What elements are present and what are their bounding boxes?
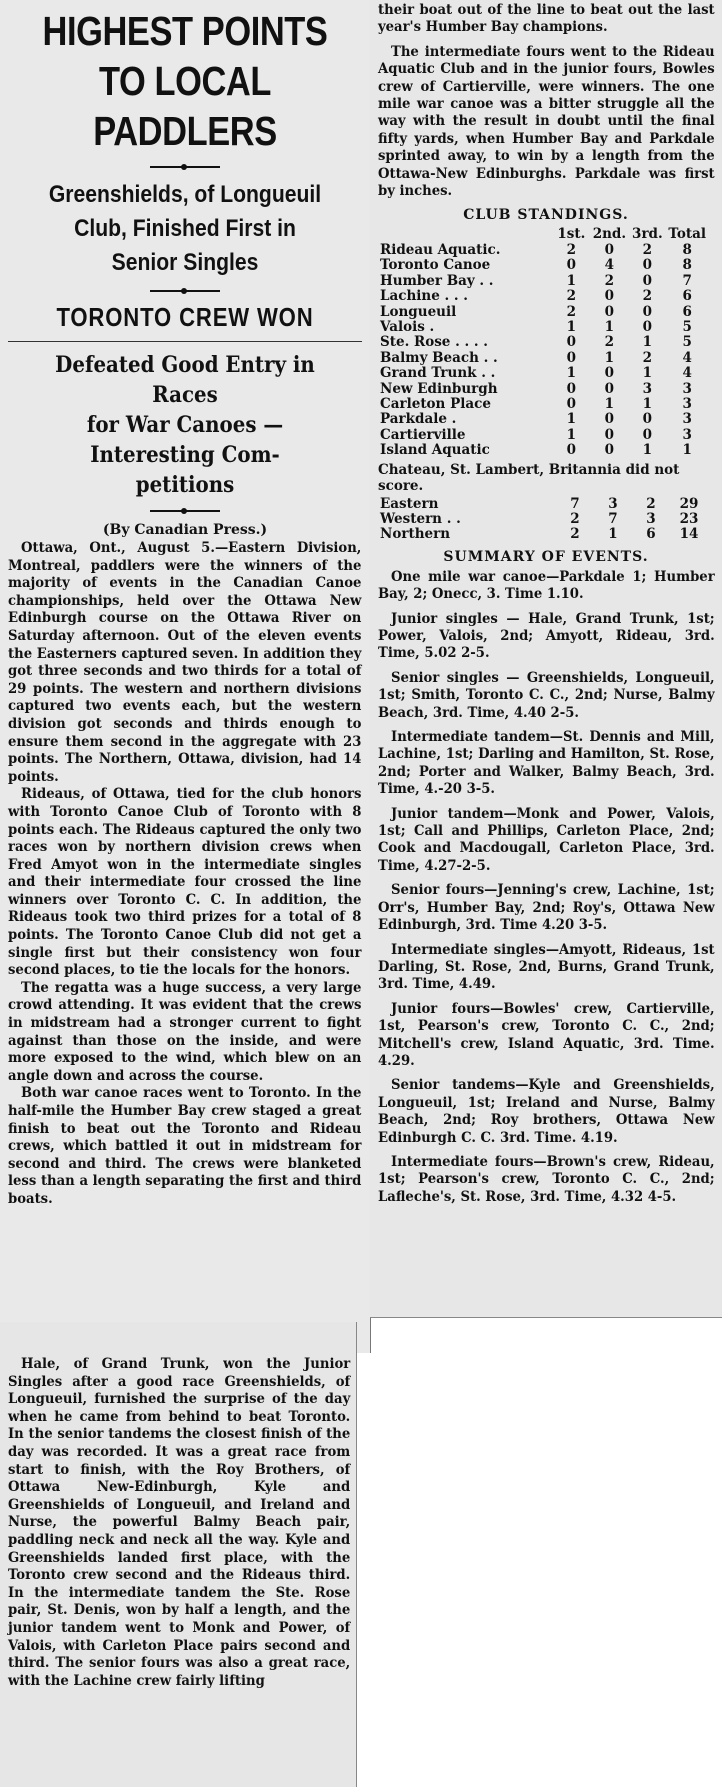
score-cell: 1 [682, 442, 692, 459]
summary-item: Senior tandems—Kyle and Greenshields, Longueuil, 1st; Ireland and Nurse, Balmy Beach, 2nd; Roy brothers, Ottawa New Edinburgh C. C. 3rd. Time. 4.19. [378, 1077, 715, 1146]
score-cell: 1 [566, 411, 577, 428]
right-intro [378, 2, 715, 200]
table-row [378, 443, 708, 458]
club-name: Island Aquatic [380, 442, 490, 459]
deck2-line-1: Defeated Good Entry in Races [55, 352, 315, 408]
score-cell: 3 [608, 495, 618, 512]
right-column [370, 0, 722, 1318]
deck-line-3: Senior Singles [111, 249, 259, 276]
score-cell: 6 [646, 526, 656, 543]
table-row [378, 274, 708, 289]
deck2-line-3: Interesting Com- [90, 442, 280, 468]
table-row [378, 258, 708, 273]
score-cell: 3 [646, 510, 656, 527]
club-name: Grand Trunk . . [380, 365, 496, 382]
score-cell: 7 [570, 495, 580, 512]
score-cell: 0 [642, 318, 653, 335]
score-cell: 1 [604, 318, 615, 335]
deck2-line-4: petitions [135, 472, 235, 498]
paragraph: Ottawa, Ont., August 5.—Eastern Division, Montreal, paddlers were the winners of the majority of events in the Canadian Canoe championships, held over the Ottawa New Edinburgh course on the Ottawa River on Saturday afternoon. Out of the eleven events the Easterners captured seven. In addition they got three seconds and two thirds for a total of 29 points. The western and northern divisions captured two events each, but the western division got seconds and thirds enough to ensure them second in the aggregate with 23 points. The Northern, Ottawa, division, had 14 points. [8, 540, 362, 785]
paragraph: Both war canoe races went to Toronto. In the half-mile the Humber Bay crew staged a great finish to beat out the Toronto and Rideau crews, which battled it out in midstream for second and third. The crews were blanketed less than a length separating the first and third boats. [8, 1085, 362, 1207]
paragraph: Rideaus, of Ottawa, tied for the club honors with Toronto Canoe Club of Toronto with 8 points each. The Rideaus captured the only two races won by northern division crews when Fred Amyot won in the intermediate singles and their intermediate four crossed the line winners over Toronto C. C. In addition, the Rideaus took two third prizes for a total of 8 points. The Toronto Canoe Club did not get a single first but their consistency won four second places, to tie the locals for the honors. [8, 786, 362, 979]
score-cell: 4 [604, 257, 615, 274]
table-row [378, 412, 708, 427]
score-cell: 0 [642, 303, 653, 320]
score-cell: 0 [604, 365, 615, 382]
score-cell: 1 [604, 349, 615, 366]
score-cell: 1 [566, 318, 577, 335]
table-row [378, 289, 708, 304]
table-row [378, 512, 708, 527]
paragraph: their boat out of the line to beat out the last year's Humber Bay champions. [378, 2, 715, 36]
score-cell: 0 [566, 380, 577, 397]
score-cell: 1 [566, 365, 577, 382]
score-cell: 0 [604, 288, 615, 305]
score-cell: 8 [682, 241, 692, 258]
score-cell: 3 [682, 411, 692, 428]
score-cell: 3 [682, 395, 692, 412]
club-name: Lachine . . . [380, 288, 469, 305]
paragraph: The intermediate fours went to the Rideau Aquatic Club and in the junior fours, Bowles crew of Cartierville, were winners. The one mile war canoe was a bitter struggle all the way with the result in doubt until the final fifty yards, when Humber Bay and Parkdale sprinted away, to win by a length from the Ottawa-New Edinburghs. Parkdale was first by inches. [378, 43, 715, 200]
standings-note: Chateau, St. Lambert, Britannia did not score. [378, 461, 680, 494]
summary-item: One mile war canoe—Parkdale 1; Humber Bay, 2; Onecc, 3. Time 1.10. [378, 568, 715, 603]
left-column [0, 0, 371, 1353]
score-cell: 29 [679, 495, 699, 512]
deck-line-2: Club, Finished First in [74, 215, 296, 242]
club-name: Rideau Aquatic. [380, 241, 501, 258]
score-cell: 3 [682, 380, 692, 397]
summary-title: SUMMARY OF EVENTS. [443, 548, 649, 565]
table-row [378, 397, 708, 412]
score-cell: 0 [566, 395, 577, 412]
club-name: Balmy Beach . . [380, 349, 498, 366]
ornament-rule [150, 510, 220, 512]
header-cell: 2nd. [592, 226, 627, 243]
score-cell: 1 [608, 526, 618, 543]
score-cell: 0 [604, 442, 615, 459]
score-cell: 0 [604, 303, 615, 320]
score-cell: 1 [642, 334, 653, 351]
club-name: Toronto Canoe [380, 257, 491, 274]
article-body-continued [8, 1356, 350, 1690]
table-row [378, 320, 708, 335]
division-name: Northern [380, 526, 451, 543]
score-cell: 14 [679, 526, 699, 543]
score-cell: 4 [682, 365, 692, 382]
score-cell: 0 [604, 241, 615, 258]
header-cell: Total [668, 226, 706, 243]
table-row [378, 305, 708, 320]
table-row [378, 428, 708, 443]
score-cell: 2 [642, 349, 653, 366]
score-cell: 6 [682, 303, 692, 320]
score-cell: 23 [679, 510, 699, 527]
score-cell: 7 [682, 272, 692, 289]
summary-item: Junior tandem—Monk and Power, Valois, 1st; Call and Phillips, Carleton Place, 2nd; Cook and Macdougall, Carleton Place, 3rd. Time, 4.27-2-5. [378, 805, 715, 874]
left-column-continuation [0, 1322, 357, 1787]
score-cell: 2 [604, 272, 615, 289]
summary-item: Junior singles — Hale, Grand Trunk, 1st; Power, Valois, 2nd; Amyott, Rideau, 3rd. Time, 5.02 2-5. [378, 610, 715, 662]
ornament-rule [150, 166, 220, 168]
score-cell: 2 [566, 303, 577, 320]
score-cell: 6 [682, 288, 692, 305]
score-cell: 5 [682, 334, 692, 351]
score-cell: 3 [642, 380, 653, 397]
divider [8, 341, 362, 342]
score-cell: 8 [682, 257, 692, 274]
score-cell: 1 [642, 395, 653, 412]
score-cell: 0 [642, 426, 653, 443]
score-cell: 0 [642, 272, 653, 289]
article-body [8, 540, 361, 1209]
score-cell: 2 [646, 495, 656, 512]
club-name: Ste. Rose . . . . [380, 334, 488, 351]
score-cell: 0 [604, 411, 615, 428]
deck2-line-2: for War Canoes — [86, 412, 284, 438]
score-cell: 1 [566, 272, 577, 289]
score-cell: 0 [566, 349, 577, 366]
division-name: Western . . [380, 510, 461, 527]
score-cell: 7 [608, 510, 618, 527]
club-name: Longueuil [380, 303, 457, 320]
score-cell: 2 [566, 241, 577, 258]
score-cell: 2 [570, 510, 580, 527]
table-row [378, 382, 708, 397]
score-cell: 1 [642, 365, 653, 382]
score-cell: 5 [682, 318, 692, 335]
summary-item: Intermediate tandem—St. Dennis and Mill, Lachine, 1st; Darling and Hamilton, St. Rose, 2nd; Porter and Walker, Balmy Beach, 3rd. Time, 4.-20 3-5. [378, 729, 715, 798]
ornament-rule [150, 290, 220, 292]
score-cell: 4 [682, 349, 692, 366]
score-cell: 0 [604, 426, 615, 443]
club-name: Cartierville [380, 426, 466, 443]
score-cell: 1 [604, 395, 615, 412]
club-name: Humber Bay . . [380, 272, 494, 289]
score-cell: 2 [642, 241, 653, 258]
table-row [378, 497, 708, 512]
deck-line-1: Greenshields, of Longueuil [48, 181, 322, 208]
header-cell: 3rd. [632, 226, 663, 243]
score-cell: 2 [570, 526, 580, 543]
secondary-headline: TORONTO CREW WON [56, 302, 314, 332]
score-cell: 2 [642, 288, 653, 305]
score-cell: 1 [642, 442, 653, 459]
score-cell: 0 [604, 380, 615, 397]
club-name: Valois . [380, 318, 435, 335]
paragraph: The regatta was a huge success, a very large crowd attending. It was evident that the crews in midstream had a stronger current to fight against than those on the inside, and were more exposed to the wind, which blew on an angle down and across the course. [8, 979, 362, 1084]
summary-item: Junior fours—Bowles' crew, Cartierville, 1st, Pearson's crew, Toronto C. C., 2nd; Mitchell's crew, Island Aquatic, 3rd. Time. 4.29. [378, 1000, 715, 1069]
table-row [378, 351, 708, 366]
score-cell: 0 [566, 257, 577, 274]
table-row [378, 243, 708, 258]
summary-item: Intermediate fours—Brown's crew, Rideau, 1st; Pearson's crew, Toronto C. C., 2nd; Lafleche's, St. Rose, 3rd. Time, 4.32 4-5. [378, 1153, 715, 1205]
score-cell: 2 [604, 334, 615, 351]
score-cell: 0 [566, 334, 577, 351]
division-name: Eastern [380, 495, 439, 512]
divisions-table [378, 497, 708, 543]
score-cell: 1 [566, 426, 577, 443]
paragraph: Hale, of Grand Trunk, won the Junior Singles after a good race Greenshields, of Longueuil, furnished the surprise of the day when he came from behind to beat Toronto. In the senior tandems the closest finish of the day was recorded. It was a great race from start to finish, with the Roy Brothers, of Ottawa New-Edinburgh, Kyle and Greenshields of Longueuil, and Ireland and Nurse, the powerful Balmy Beach pair, paddling neck and neck all the way. Kyle and Greenshields landed first place, with the Toronto crew second and the Rideaus third. In the intermediate tandem the Ste. Rose pair, St. Denis, won by half a length, and the junior tandem went to Monk and Power, of Valois, with Carleton Place pairs second and third. The senior fours was also a great race, with the Lachine crew fairly lifting [8, 1356, 351, 1689]
table-row [378, 366, 708, 381]
table-row [378, 335, 708, 350]
standings-title: CLUB STANDINGS. [463, 207, 629, 224]
summary-list [378, 569, 715, 1206]
standings-table [378, 227, 708, 458]
score-cell: 3 [682, 426, 692, 443]
headline-line-1: HIGHEST POINTS [42, 8, 328, 54]
club-name: New Edinburgh [380, 380, 498, 397]
table-header [378, 227, 708, 242]
score-cell: 0 [642, 411, 653, 428]
byline: (By Canadian Press.) [102, 522, 268, 538]
headline-line-2: TO LOCAL PADDLERS [93, 58, 277, 154]
summary-item: Senior fours—Jenning's crew, Lachine, 1st; Orr's, Humber Bay, 2nd; Roy's, Ottawa New Edinburgh, 3rd. Time 4.20 3-5. [378, 882, 715, 934]
table-row [378, 527, 708, 542]
summary-item: Senior singles — Greenshields, Longueuil, 1st; Smith, Toronto C. C., 2nd; Nurse, Balmy Beach, 3rd. Time, 4.40 2-5. [378, 669, 715, 721]
club-name: Carleton Place [380, 395, 491, 412]
club-name: Parkdale . [380, 411, 457, 428]
score-cell: 0 [566, 442, 577, 459]
score-cell: 0 [642, 257, 653, 274]
header-cell: 1st. [557, 226, 586, 243]
score-cell: 2 [566, 288, 577, 305]
summary-item: Intermediate singles—Amyott, Rideaus, 1st Darling, St. Rose, 2nd, Burns, Grand Trunk, 3rd. Time, 4.49. [378, 941, 715, 993]
